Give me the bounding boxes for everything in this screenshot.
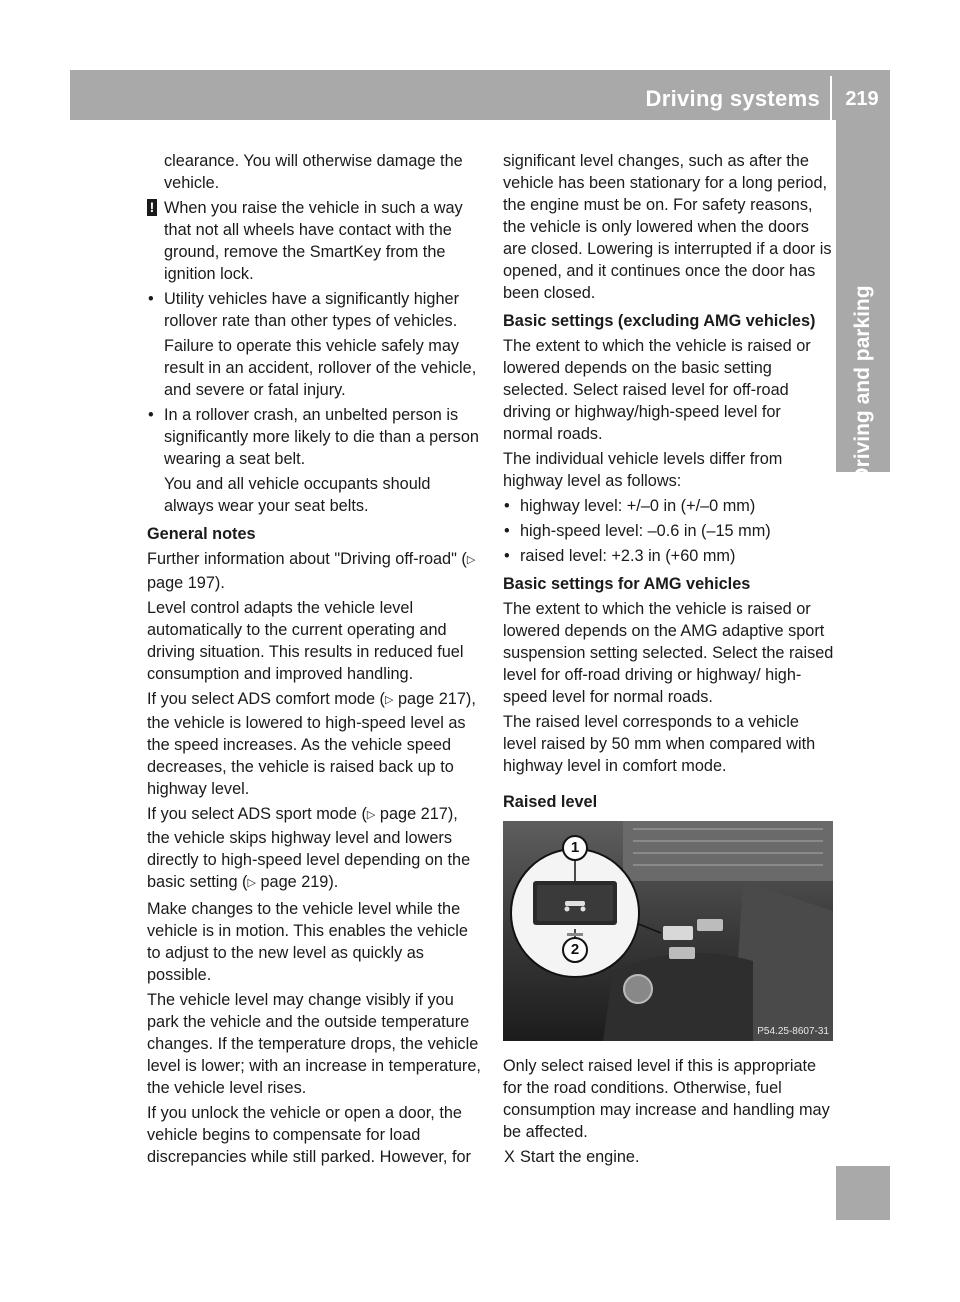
heading-basic-settings: Basic settings (excluding AMG vehicles) (503, 312, 816, 330)
chapter-tab-label: Driving and parking (851, 285, 874, 483)
list-item (503, 545, 835, 567)
paragraph: The extent to which the vehicle is raised or lowered depends on the AMG adaptive sport suspension setting selected. Select the raised level for off-road driving or highway/ high-speed level for normal roads. (503, 600, 834, 706)
paragraph (147, 688, 483, 800)
paragraph (147, 803, 483, 895)
page-ref-arrow-icon: ▷ (366, 809, 376, 821)
paragraph: significant level changes, such as after the vehicle has been stationary for a long period, the engine must be on. For safety reasons, the vehicle is only lowered when the doors are closed. Lowering is interrupted if a door is opened, and it continues once the door has been closed. (503, 152, 832, 302)
list-item-text: In a rollover crash, an unbelted person is significantly more likely to die than a person wearing a seat belt. (164, 406, 479, 468)
list-item (503, 495, 835, 517)
warning-note (147, 197, 483, 285)
paragraph: You and all vehicle occupants should always wear your seat belts. (164, 475, 431, 515)
page-number: 219 (845, 88, 879, 110)
action-step-text: Start the engine. (520, 1148, 640, 1166)
paragraph: clearance. You will otherwise damage the vehicle. (164, 152, 463, 192)
list-item-text: raised level: +2.3 in (+60 mm) (520, 547, 736, 565)
bullet-icon: • (148, 406, 154, 424)
page-ref-arrow-icon: ▷ (466, 554, 476, 566)
paragraph: If you unlock the vehicle or open a door, the vehicle begins to compensate for load discrepancies while still parked. However, for (147, 1104, 471, 1166)
paragraph: The extent to which the vehicle is raised or lowered depends on the basic setting selected. Select raised level for off-road driving or highway/high-speed level for normal roads. (503, 337, 811, 443)
page-ref-link[interactable]: page 219). (260, 873, 339, 891)
page-marker (836, 1166, 890, 1220)
console-illustration (503, 821, 833, 1041)
paragraph: The vehicle level may change visibly if you park the vehicle and the outside temperature changes. If the temperature drops, the vehicle level is lower; with an increase in temperature, the vehicle level rises. (147, 991, 481, 1097)
heading-raised-level: Raised level (503, 793, 598, 811)
warning-icon: ! (147, 199, 157, 216)
paragraph: Only select raised level if this is appropriate for the road conditions. Otherwise, fuel consumption may increase and handling may be affected. (503, 1057, 830, 1141)
warning-text: When you raise the vehicle in such a way that not all wheels have contact with the ground, remove the SmartKey from the ignition lock. (164, 199, 463, 283)
action-arrow-icon: X (504, 1148, 515, 1166)
section-title: Driving systems (645, 86, 820, 111)
list-item-text: Utility vehicles have a significantly higher rollover rate than other types of vehicles. (164, 290, 460, 330)
image-reference-code: P54.25-8607-31 (757, 1026, 829, 1037)
center-console-photo (503, 821, 833, 1041)
bullet-icon: • (504, 497, 510, 515)
bullet-icon: • (504, 522, 510, 540)
page-ref-link[interactable]: page 217), the vehicle is lowered to high-speed level as the speed increases. As the vehicle speed decreases, the vehicle is raised back up to highway level. (147, 690, 476, 798)
text: If you select ADS sport mode ( (147, 805, 367, 823)
paragraph: Make changes to the vehicle level while the vehicle is in motion. This enables the vehicle to adjust to the new level as quickly as possible. (147, 900, 468, 984)
header-separator (830, 76, 832, 120)
page-ref-arrow-icon: ▷ (384, 694, 394, 706)
list-item (147, 404, 483, 470)
chapter-tab (836, 285, 890, 483)
paragraph: The individual vehicle levels differ from highway level as follows: (503, 450, 783, 490)
bullet-icon: • (504, 547, 510, 565)
page-ref-link[interactable]: page 217), the vehicle skips highway level and lowers directly to high-speed level depending on the basic setting ( (147, 805, 471, 891)
list-item (147, 288, 483, 332)
paragraph (147, 548, 483, 594)
right-column (503, 150, 835, 1171)
paragraph: Level control adapts the vehicle level automatically to the current operating and driving situation. This results in reduced fuel consumption and improved handling. (147, 599, 464, 683)
side-bar (836, 120, 890, 296)
list-item (503, 520, 835, 542)
action-step (503, 1146, 835, 1168)
list-item-text: high-speed level: –0.6 in (–15 mm) (520, 522, 771, 540)
paragraph: The raised level corresponds to a vehicle level raised by 50 mm when compared with highway level in comfort mode. (503, 713, 816, 775)
text: If you select ADS comfort mode ( (147, 690, 385, 708)
callout-2: 2 (562, 937, 588, 963)
bullet-icon: • (148, 290, 154, 308)
heading-amg-settings: Basic settings for AMG vehicles (503, 575, 751, 593)
paragraph: Failure to operate this vehicle safely may result in an accident, rollover of the vehicle, and severe or fatal injury. (164, 337, 477, 399)
left-column (147, 150, 483, 1171)
page-ref-link[interactable]: page 197). (147, 574, 225, 592)
callout-1: 1 (562, 835, 588, 861)
heading-general-notes: General notes (147, 525, 256, 543)
header-bar (70, 70, 890, 120)
list-item-text: highway level: +/–0 in (+/–0 mm) (520, 497, 756, 515)
page-ref-arrow-icon: ▷ (247, 877, 256, 889)
text: Further information about "Driving off-road" ( (147, 550, 467, 568)
